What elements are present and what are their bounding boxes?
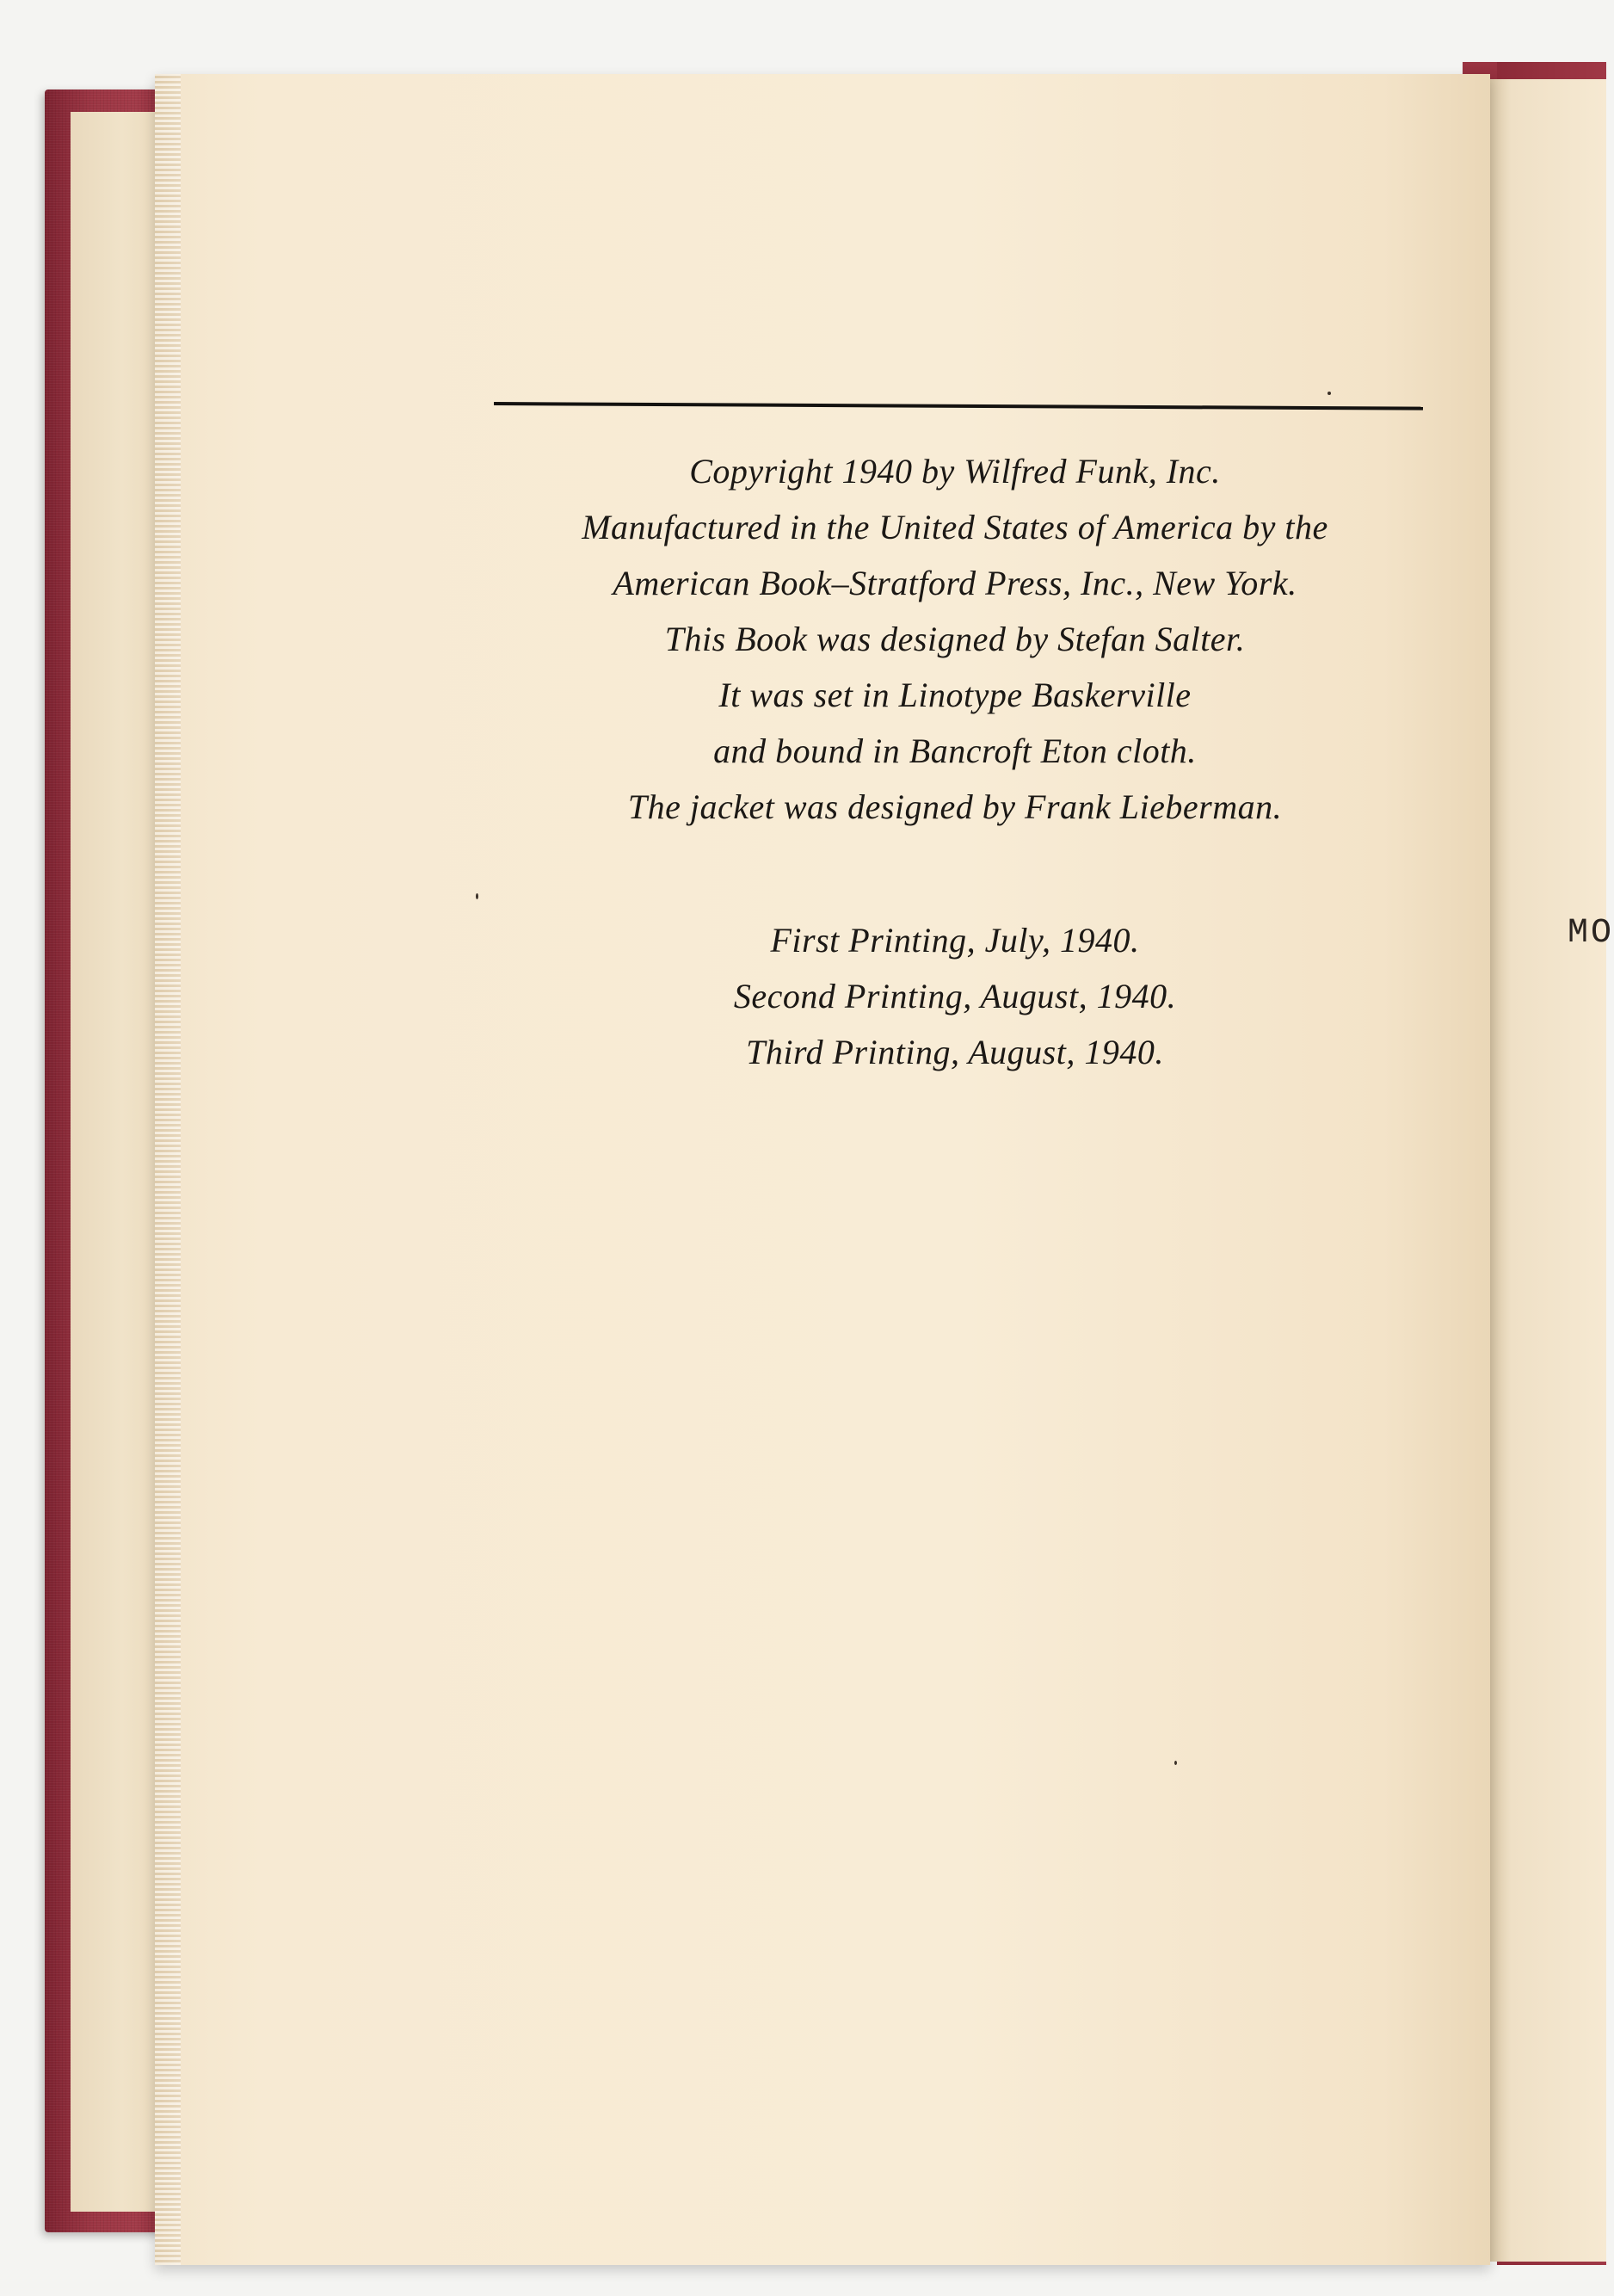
colophon-line: The jacket was designed by Frank Lieberman. bbox=[627, 787, 1283, 826]
colophon-line: Manufactured in the United States of America by the bbox=[582, 508, 1328, 546]
colophon-line: This Book was designed by Stefan Salter. bbox=[664, 620, 1246, 658]
endpaper bbox=[71, 112, 165, 2212]
printing-line: Third Printing, August, 1940. bbox=[746, 1033, 1164, 1071]
page-gutter bbox=[155, 74, 181, 2265]
colophon-line: Copyright 1940 by Wilfred Funk, Inc. bbox=[689, 452, 1221, 491]
colophon-line: and bound in Bancroft Eton cloth. bbox=[713, 731, 1197, 770]
facing-page-text: MO bbox=[1568, 914, 1614, 953]
paper-speck bbox=[476, 893, 478, 899]
colophon bbox=[482, 443, 1428, 835]
colophon-line: It was set in Linotype Baskerville bbox=[718, 676, 1192, 714]
facing-page bbox=[1490, 79, 1606, 2262]
paper-speck bbox=[1328, 392, 1331, 395]
paper-speck bbox=[1174, 1761, 1177, 1765]
colophon-line: American Book–Stratford Press, Inc., New York. bbox=[613, 564, 1297, 602]
printing-history bbox=[482, 912, 1428, 1080]
copyright-page bbox=[155, 74, 1490, 2265]
printing-line: Second Printing, August, 1940. bbox=[733, 977, 1177, 1015]
printing-line: First Printing, July, 1940. bbox=[770, 921, 1140, 960]
